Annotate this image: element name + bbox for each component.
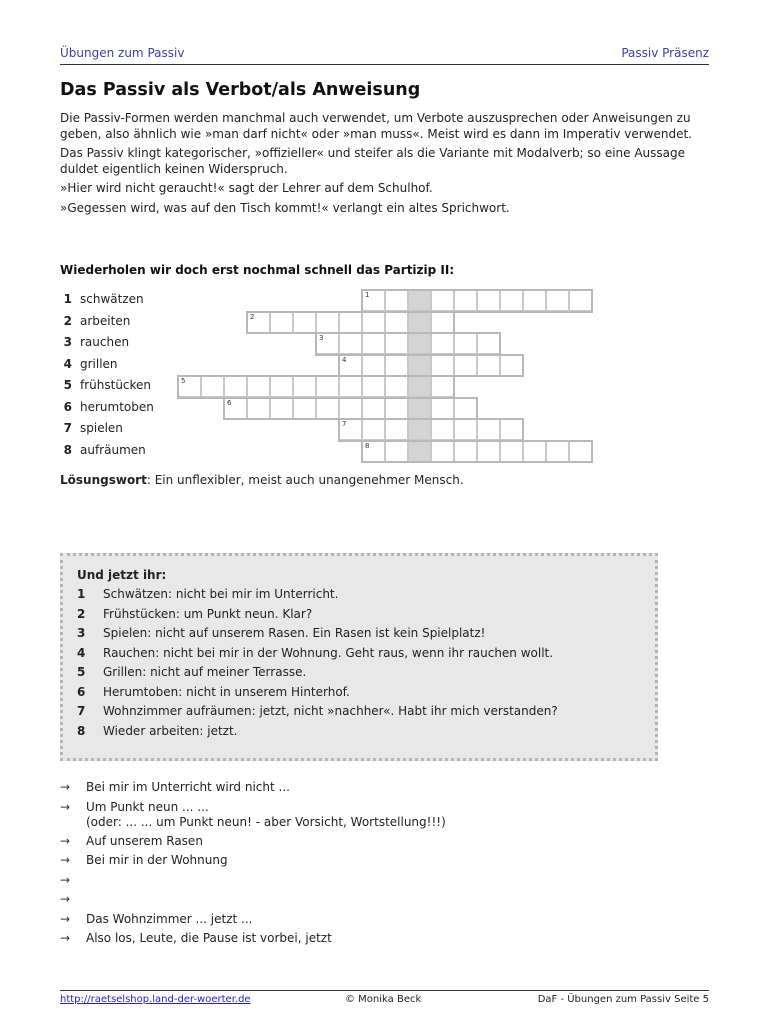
clue-item (60, 357, 118, 371)
page-footer (60, 990, 709, 1005)
intro-paragraph: Die Passiv-Formen werden manchmal auch verwendet, um Verbote auszusprechen oder Anweisungen zu geben, also ähnlich wie »man darf nicht« oder »man muss«. Meist wird es dann im Imperativ verwendet. (60, 111, 692, 141)
exercise-item (77, 665, 306, 679)
crossword-cell[interactable] (431, 376, 454, 397)
crossword-cell[interactable] (454, 355, 477, 376)
crossword-cell[interactable] (362, 441, 385, 462)
crossword-cell[interactable] (477, 290, 500, 311)
exercise-number: 1 (77, 587, 86, 601)
crossword-cell-number: 1 (365, 291, 370, 299)
crossword-cell[interactable] (178, 376, 201, 397)
crossword-cell[interactable] (362, 355, 385, 376)
exercise-number: 7 (77, 704, 86, 718)
clue-word: schwätzen (80, 292, 144, 306)
exercise-item (77, 646, 553, 660)
crossword-cell-number: 3 (319, 334, 324, 342)
crossword-cell[interactable] (362, 333, 385, 354)
clue-item (60, 378, 151, 392)
intro-example: »Hier wird nicht geraucht!« sagt der Lehrer auf dem Schulhof. (60, 181, 433, 195)
clue-item (60, 421, 123, 435)
answer-note: (oder: ... ... um Punkt neun! - aber Vorsicht, Wortstellung!!!) (86, 814, 446, 829)
crossword-cell[interactable] (500, 419, 523, 440)
exercise-text: Wieder arbeiten: jetzt. (103, 723, 238, 738)
clue-number: 4 (63, 356, 72, 371)
arrow-icon: → (60, 799, 71, 814)
exercise-item (77, 685, 350, 699)
arrow-icon: → (60, 833, 71, 848)
solution-label: Lösungswort (60, 473, 147, 487)
crossword-cell[interactable] (385, 419, 408, 440)
crossword-cell[interactable] (339, 376, 362, 397)
crossword-cell[interactable] (385, 355, 408, 376)
crossword-cell[interactable] (247, 312, 270, 333)
clue-word: arbeiten (80, 313, 131, 328)
crossword-cell[interactable] (293, 398, 316, 419)
crossword-cell[interactable] (247, 376, 270, 397)
crossword-cell[interactable] (454, 290, 477, 311)
crossword-cell[interactable] (362, 312, 385, 333)
answer-text: Bei mir in der Wohnung (86, 853, 228, 867)
clue-item (60, 443, 146, 457)
crossword-cell[interactable] (546, 290, 569, 311)
crossword-cell[interactable] (385, 333, 408, 354)
crossword-cell-number: 5 (181, 377, 186, 385)
crossword-cell-number: 6 (227, 398, 232, 407)
arrow-icon: → (60, 892, 71, 906)
clue-item (60, 335, 129, 349)
intro-text (60, 111, 720, 220)
crossword-cell[interactable] (247, 398, 270, 419)
clue-number: 8 (63, 442, 72, 457)
crossword-cell[interactable] (362, 376, 385, 397)
answer-text: Bei mir im Unterricht wird nicht ... (86, 780, 290, 794)
crossword-cell[interactable] (362, 290, 385, 311)
crossword-cell[interactable] (270, 376, 293, 397)
exercise-text: Schwätzen: nicht bei mir im Unterricht. (103, 587, 339, 601)
crossword-cell[interactable] (569, 290, 592, 311)
clue-number: 1 (63, 292, 72, 306)
crossword-cell[interactable] (408, 441, 431, 462)
clue-number: 2 (63, 313, 72, 328)
clue-number: 3 (63, 335, 72, 349)
answer-text: Um Punkt neun ... ... (86, 799, 209, 814)
page-title: Das Passiv als Verbot/als Anweisung (60, 80, 421, 100)
answer-item (60, 873, 86, 887)
arrow-icon: → (60, 853, 71, 867)
crossword-cell[interactable] (293, 376, 316, 397)
crossword-cell[interactable] (477, 419, 500, 440)
clue-word: aufräumen (80, 442, 146, 457)
crossword-cell[interactable] (500, 355, 523, 376)
exercise-text: Frühstücken: um Punkt neun. Klar? (103, 606, 313, 621)
crossword-cell[interactable] (408, 333, 431, 354)
crossword-cell[interactable] (385, 398, 408, 419)
crossword-cell[interactable] (339, 355, 362, 376)
header-right: Passiv Präsenz (621, 46, 709, 60)
footer-page-info: DaF - Übungen zum Passiv Seite 5 (537, 994, 709, 1005)
answer-item (60, 931, 332, 945)
solution-word-line (60, 473, 464, 487)
answer-text: Also los, Leute, die Pause ist vorbei, jetzt (86, 931, 332, 945)
crossword-cell[interactable] (454, 441, 477, 462)
crossword-cell[interactable] (454, 333, 477, 354)
crossword-cell-number: 2 (250, 312, 255, 321)
clue-word: rauchen (80, 335, 130, 349)
exercise-text: Wohnzimmer aufräumen: jetzt, nicht »nachher«. Habt ihr mich verstanden? (103, 704, 558, 718)
clue-word: herumtoben (80, 399, 154, 414)
crossword-cell[interactable] (224, 376, 247, 397)
crossword-cell[interactable] (316, 376, 339, 397)
crossword-cell[interactable] (523, 290, 546, 311)
answer-item (60, 912, 252, 926)
crossword-cell-number: 7 (342, 420, 347, 428)
crossword-cell[interactable] (316, 312, 339, 333)
crossword-cell-number: 8 (365, 441, 370, 450)
exercise-number: 5 (77, 665, 86, 679)
crossword-cell[interactable] (454, 419, 477, 440)
crossword-cell[interactable] (270, 312, 293, 333)
arrow-icon: → (60, 872, 71, 887)
crossword-cell[interactable] (454, 398, 477, 419)
crossword-cell[interactable] (431, 355, 454, 376)
header-left: Übungen zum Passiv (60, 46, 185, 60)
answer-text: Auf unserem Rasen (86, 833, 203, 848)
exercise-number: 3 (77, 626, 86, 640)
crossword-cell[interactable] (316, 398, 339, 419)
crossword-cell[interactable] (408, 355, 431, 376)
answer-item (60, 834, 203, 848)
arrow-icon: → (60, 911, 71, 926)
crossword-cell[interactable] (385, 312, 408, 333)
crossword-cell[interactable] (339, 398, 362, 419)
crossword-cell[interactable] (385, 376, 408, 397)
clue-word: frühstücken (80, 378, 152, 392)
crossword-cell[interactable] (201, 376, 224, 397)
exercise-item (77, 626, 485, 640)
crossword-cell-number: 4 (342, 355, 347, 364)
crossword-cell[interactable] (477, 333, 500, 354)
crossword-cell[interactable] (408, 312, 431, 333)
clue-item (60, 400, 154, 414)
exercise-text: Spielen: nicht auf unserem Rasen. Ein Rasen ist kein Spielplatz! (103, 626, 486, 640)
crossword-cell[interactable] (339, 312, 362, 333)
crossword-cell[interactable] (523, 441, 546, 462)
crossword-cell[interactable] (362, 398, 385, 419)
crossword-cell[interactable] (339, 419, 362, 440)
solution-hint: : Ein unflexibler, meist auch unangenehmer Mensch. (146, 473, 464, 487)
answer-item (60, 799, 446, 829)
exercise-number: 4 (77, 645, 86, 660)
intro-example: »Gegessen wird, was auf den Tisch kommt!« verlangt ein altes Sprichwort. (60, 200, 510, 215)
exercise-box (60, 553, 658, 761)
exercise-item (77, 704, 558, 718)
crossword-cell[interactable] (316, 333, 339, 354)
exercise-item (77, 587, 338, 601)
intro-paragraph: Das Passiv klingt kategorischer, »offizieller« und steifer als die Variante mit Modalverb; so eine Aussage duldet eigentlich keinen Widerspruch. (60, 146, 686, 176)
crossword-cell[interactable] (270, 398, 293, 419)
exercise-text: Grillen: nicht auf meiner Terrasse. (103, 665, 307, 679)
footer-link[interactable]: http://raetselshop.land-der-woerter.de (60, 994, 251, 1005)
exercise-item (77, 607, 312, 621)
clue-number: 6 (63, 399, 72, 414)
exercise-text: Herumtoben: nicht in unserem Hinterhof. (103, 684, 350, 699)
crossword-cell[interactable] (477, 441, 500, 462)
crossword-cell[interactable] (500, 441, 523, 462)
answer-item (60, 892, 86, 906)
crossword-cell[interactable] (477, 355, 500, 376)
crossword-cell[interactable] (546, 441, 569, 462)
answer-text: Das Wohnzimmer ... jetzt ... (86, 911, 253, 926)
answer-item (60, 780, 290, 794)
crossword-cell[interactable] (293, 312, 316, 333)
crossword-cell[interactable] (500, 290, 523, 311)
crossword-cell[interactable] (385, 441, 408, 462)
exercise-item (77, 724, 237, 738)
crossword-cell[interactable] (569, 441, 592, 462)
crossword-cell[interactable] (339, 333, 362, 354)
crossword-cell[interactable] (408, 376, 431, 397)
crossword-cell[interactable] (385, 290, 408, 311)
clue-word: spielen (80, 421, 123, 435)
clue-item (60, 314, 130, 328)
exercise-number: 8 (77, 723, 86, 738)
clue-number: 5 (63, 378, 72, 392)
page-header (60, 44, 709, 65)
footer-copyright: © Monika Beck (345, 994, 422, 1005)
crossword-cell[interactable] (224, 398, 247, 419)
answer-item (60, 853, 228, 867)
arrow-icon: → (60, 931, 71, 945)
crossword-cell[interactable] (431, 419, 454, 440)
clue-number: 7 (63, 421, 72, 435)
arrow-icon: → (60, 780, 71, 794)
crossword-cell[interactable] (431, 312, 454, 333)
clue-word: grillen (80, 356, 118, 371)
crossword-cell[interactable] (431, 333, 454, 354)
exercise-number: 2 (77, 606, 86, 621)
exercise-text: Rauchen: nicht bei mir in der Wohnung. Geht raus, wenn ihr rauchen wollt. (103, 645, 554, 660)
clue-item (60, 292, 144, 306)
crossword-cell[interactable] (431, 290, 454, 311)
crossword-cell[interactable] (408, 398, 431, 419)
exercise-title: Und jetzt ihr: (77, 568, 167, 582)
crossword-cell[interactable] (408, 419, 431, 440)
crossword-cell[interactable] (408, 290, 431, 311)
exercise-number: 6 (77, 684, 86, 699)
crossword-cell[interactable] (431, 398, 454, 419)
crossword-cell[interactable] (362, 419, 385, 440)
crossword-cell[interactable] (431, 441, 454, 462)
crossword-heading: Wiederholen wir doch erst nochmal schnell das Partizip II: (60, 263, 455, 277)
